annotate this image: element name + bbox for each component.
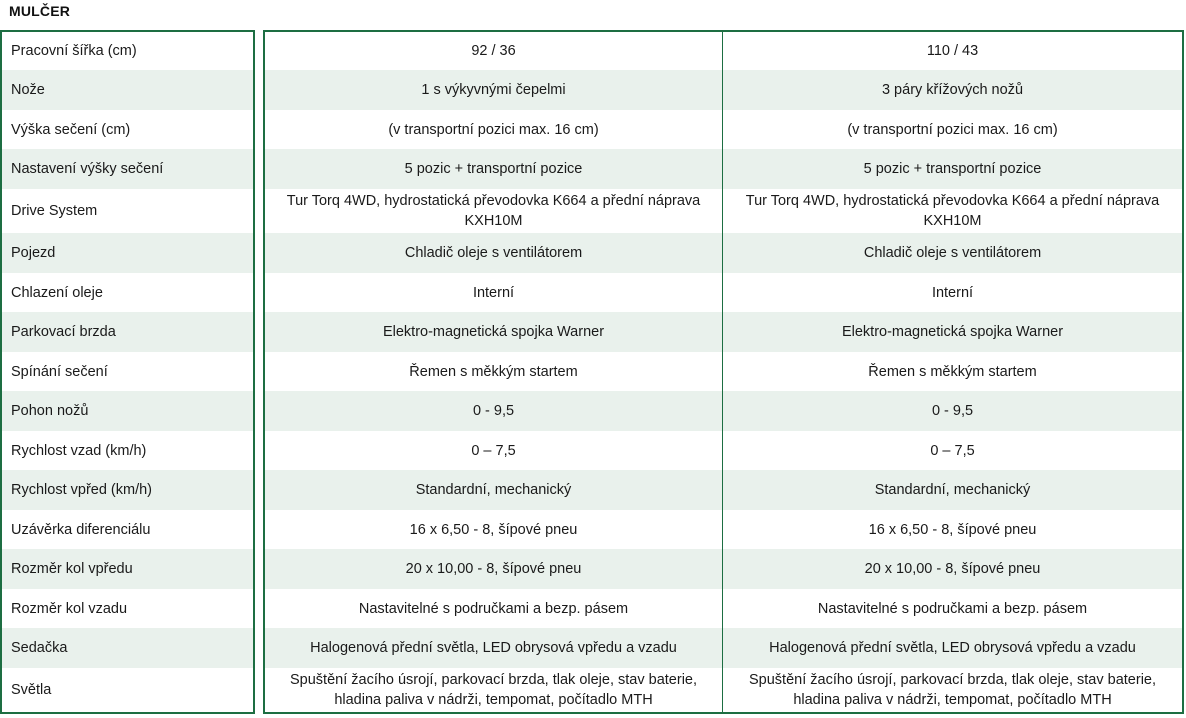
table-row (0, 30, 1186, 70)
row-label: Rychlost vzad (km/h) (0, 431, 255, 470)
column-gap (255, 668, 263, 714)
column-gap (255, 628, 263, 668)
column-gap (255, 110, 263, 149)
row-label: Spínání sečení (0, 352, 255, 391)
value-cell-model-2: Interní (723, 273, 1184, 312)
table-row (0, 70, 1186, 110)
column-gap (255, 30, 263, 70)
row-label: Parkovací brzda (0, 312, 255, 352)
value-cell-model-1: Nastavitelné s područkami a bezp. pásem (263, 589, 723, 628)
column-gap (255, 510, 263, 549)
table-row (0, 110, 1186, 149)
value-cell-model-1: 5 pozic + transportní pozice (263, 149, 723, 189)
table-row (0, 273, 1186, 312)
row-label: Nože (0, 70, 255, 110)
table-row (0, 189, 1186, 233)
row-label: Výška sečení (cm) (0, 110, 255, 149)
value-cell-model-1: 1 s výkyvnými čepelmi (263, 70, 723, 110)
value-cell-model-1: Spuštění žacího úsrojí, parkovací brzda, tlak oleje, stav baterie, hladina paliva v nádrži, tempomat, počítadlo MTH (263, 668, 723, 714)
column-gap (255, 312, 263, 352)
value-cell-model-1: 0 – 7,5 (263, 431, 723, 470)
value-cell-model-2: 5 pozic + transportní pozice (723, 149, 1184, 189)
table-row (0, 391, 1186, 431)
value-cell-model-1: Chladič oleje s ventilátorem (263, 233, 723, 273)
table-row (0, 628, 1186, 668)
row-label: Pojezd (0, 233, 255, 273)
table-row (0, 510, 1186, 549)
value-cell-model-2: Řemen s měkkým startem (723, 352, 1184, 391)
row-label: Chlazení oleje (0, 273, 255, 312)
value-cell-model-2: Nastavitelné s područkami a bezp. pásem (723, 589, 1184, 628)
table-row (0, 668, 1186, 714)
value-cell-model-1: Standardní, mechanický (263, 470, 723, 510)
value-cell-model-2: 110 / 43 (723, 30, 1184, 70)
table-row (0, 233, 1186, 273)
value-cell-model-2: 3 páry křížových nožů (723, 70, 1184, 110)
row-label: Nastavení výšky sečení (0, 149, 255, 189)
value-cell-model-1: Tur Torq 4WD, hydrostatická převodovka K664 a přední náprava KXH10M (263, 189, 723, 233)
column-gap (255, 391, 263, 431)
table-row (0, 470, 1186, 510)
column-gap (255, 149, 263, 189)
value-cell-model-2: Chladič oleje s ventilátorem (723, 233, 1184, 273)
value-cell-model-2: (v transportní pozici max. 16 cm) (723, 110, 1184, 149)
value-cell-model-2: Halogenová přední světla, LED obrysová vpředu a vzadu (723, 628, 1184, 668)
value-cell-model-2: 16 x 6,50 - 8, šípové pneu (723, 510, 1184, 549)
value-cell-model-1: (v transportní pozici max. 16 cm) (263, 110, 723, 149)
value-cell-model-1: 16 x 6,50 - 8, šípové pneu (263, 510, 723, 549)
value-cell-model-1: Halogenová přední světla, LED obrysová vpředu a vzadu (263, 628, 723, 668)
value-cell-model-2: Elektro-magnetická spojka Warner (723, 312, 1184, 352)
column-gap (255, 589, 263, 628)
table-row (0, 431, 1186, 470)
column-gap (255, 70, 263, 110)
row-label: Uzávěrka diferenciálu (0, 510, 255, 549)
row-label: Pracovní šířka (cm) (0, 30, 255, 70)
column-gap (255, 233, 263, 273)
table-row (0, 149, 1186, 189)
value-cell-model-1: Interní (263, 273, 723, 312)
spec-table (0, 30, 1186, 714)
value-cell-model-1: 20 x 10,00 - 8, šípové pneu (263, 549, 723, 589)
column-gap (255, 470, 263, 510)
column-gap (255, 431, 263, 470)
value-cell-model-1: 92 / 36 (263, 30, 723, 70)
table-row (0, 549, 1186, 589)
value-cell-model-1: 0 - 9,5 (263, 391, 723, 431)
value-cell-model-1: Řemen s měkkým startem (263, 352, 723, 391)
row-label: Rychlost vpřed (km/h) (0, 470, 255, 510)
value-cell-model-2: 0 - 9,5 (723, 391, 1184, 431)
column-gap (255, 352, 263, 391)
column-gap (255, 189, 263, 233)
row-label: Drive System (0, 189, 255, 233)
row-label: Rozměr kol vpředu (0, 549, 255, 589)
table-row (0, 312, 1186, 352)
value-cell-model-2: 20 x 10,00 - 8, šípové pneu (723, 549, 1184, 589)
value-cell-model-2: 0 – 7,5 (723, 431, 1184, 470)
row-label: Světla (0, 668, 255, 714)
row-label: Sedačka (0, 628, 255, 668)
table-row (0, 352, 1186, 391)
column-gap (255, 273, 263, 312)
table-row (0, 589, 1186, 628)
value-cell-model-2: Standardní, mechanický (723, 470, 1184, 510)
value-cell-model-1: Elektro-magnetická spojka Warner (263, 312, 723, 352)
row-label: Pohon nožů (0, 391, 255, 431)
section-title: MULČER (9, 3, 71, 19)
value-cell-model-2: Spuštění žacího úsrojí, parkovací brzda, tlak oleje, stav baterie, hladina paliva v nádrži, tempomat, počítadlo MTH (723, 668, 1184, 714)
value-cell-model-2: Tur Torq 4WD, hydrostatická převodovka K664 a přední náprava KXH10M (723, 189, 1184, 233)
row-label: Rozměr kol vzadu (0, 589, 255, 628)
column-gap (255, 549, 263, 589)
